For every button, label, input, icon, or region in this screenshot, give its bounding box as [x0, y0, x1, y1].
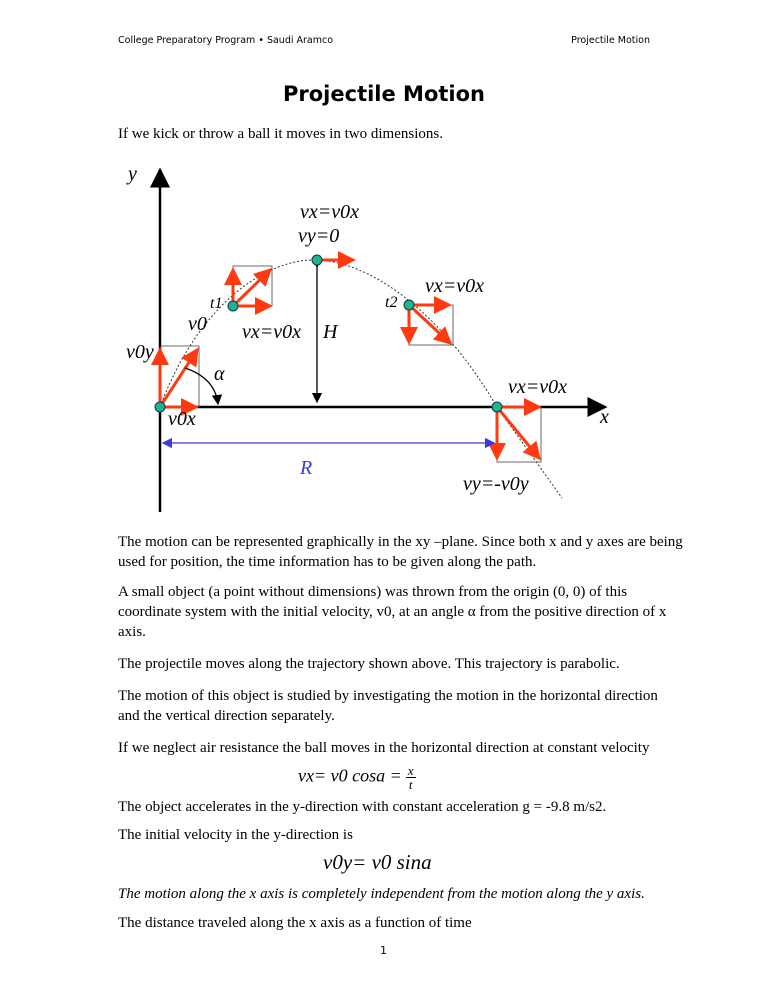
- v0y-label: v0y: [126, 341, 154, 363]
- initial-vy-text: The initial velocity in the y-direction is: [118, 827, 353, 843]
- v0-label: v0: [188, 313, 207, 335]
- v0x-label: v0x: [168, 408, 196, 430]
- paragraph-1: The motion can be represented graphically in the xy –plane. Since both x and y axes are being used for position, the time information has to be given along the path.: [118, 534, 683, 570]
- paragraph-4: The motion of this object is studied by investigating the motion in the horizontal direction and the vertical direction separately.: [118, 688, 658, 724]
- x-axis-label: x: [600, 406, 609, 428]
- formula-v0y: v0y= v0 sina: [323, 850, 432, 874]
- fraction-numerator: x: [407, 763, 414, 778]
- acceleration-text: The object accelerates in the y-direction with constant acceleration g = -9.8 m/s2.: [118, 799, 607, 815]
- intro-paragraph: If we kick or throw a ball it moves in two dimensions.: [118, 126, 443, 142]
- axes: [160, 170, 605, 512]
- header-right: Projectile Motion: [571, 35, 650, 46]
- fraction: [406, 764, 416, 791]
- independence-text: The motion along the x axis is completely independent from the motion along the y axis.: [118, 886, 645, 902]
- distance-text: The distance traveled along the x axis as a function of time: [118, 915, 472, 931]
- t2-vx-label: vx=v0x: [425, 275, 485, 297]
- paragraph-5: If we neglect air resistance the ball moves in the horizontal direction at constant velocity: [118, 740, 650, 756]
- page-number: 1: [380, 944, 387, 957]
- page-title: Projectile Motion: [283, 82, 485, 106]
- formula-vx: [298, 764, 416, 791]
- top-vy-label: vy=0: [298, 225, 340, 247]
- header-left: College Preparatory Program • Saudi Aramco: [118, 35, 334, 46]
- t1-vx-label: vx=v0x: [242, 321, 302, 343]
- y-axis-label: y: [128, 163, 137, 185]
- fraction-denominator: t: [408, 777, 413, 792]
- landing-vx-label: vx=v0x: [508, 376, 568, 398]
- t1-label: t1: [210, 295, 223, 312]
- formula-vx-lhs: vx= v0 cosa =: [298, 765, 402, 786]
- paragraph-2: A small object (a point without dimensions) was thrown from the origin (0, 0) of this coordinate system with the initial velocity, v0, at an angle α from the positive direction of x axis.: [118, 584, 667, 640]
- alpha-label: α: [214, 363, 225, 385]
- landing-vy-label: vy=-v0y: [463, 473, 529, 495]
- height-label: H: [323, 321, 338, 343]
- range-label: R: [300, 457, 313, 479]
- t2-label: t2: [385, 294, 398, 311]
- top-vx-label: vx=v0x: [300, 201, 360, 223]
- paragraph-3: The projectile moves along the trajectory shown above. This trajectory is parabolic.: [118, 656, 620, 672]
